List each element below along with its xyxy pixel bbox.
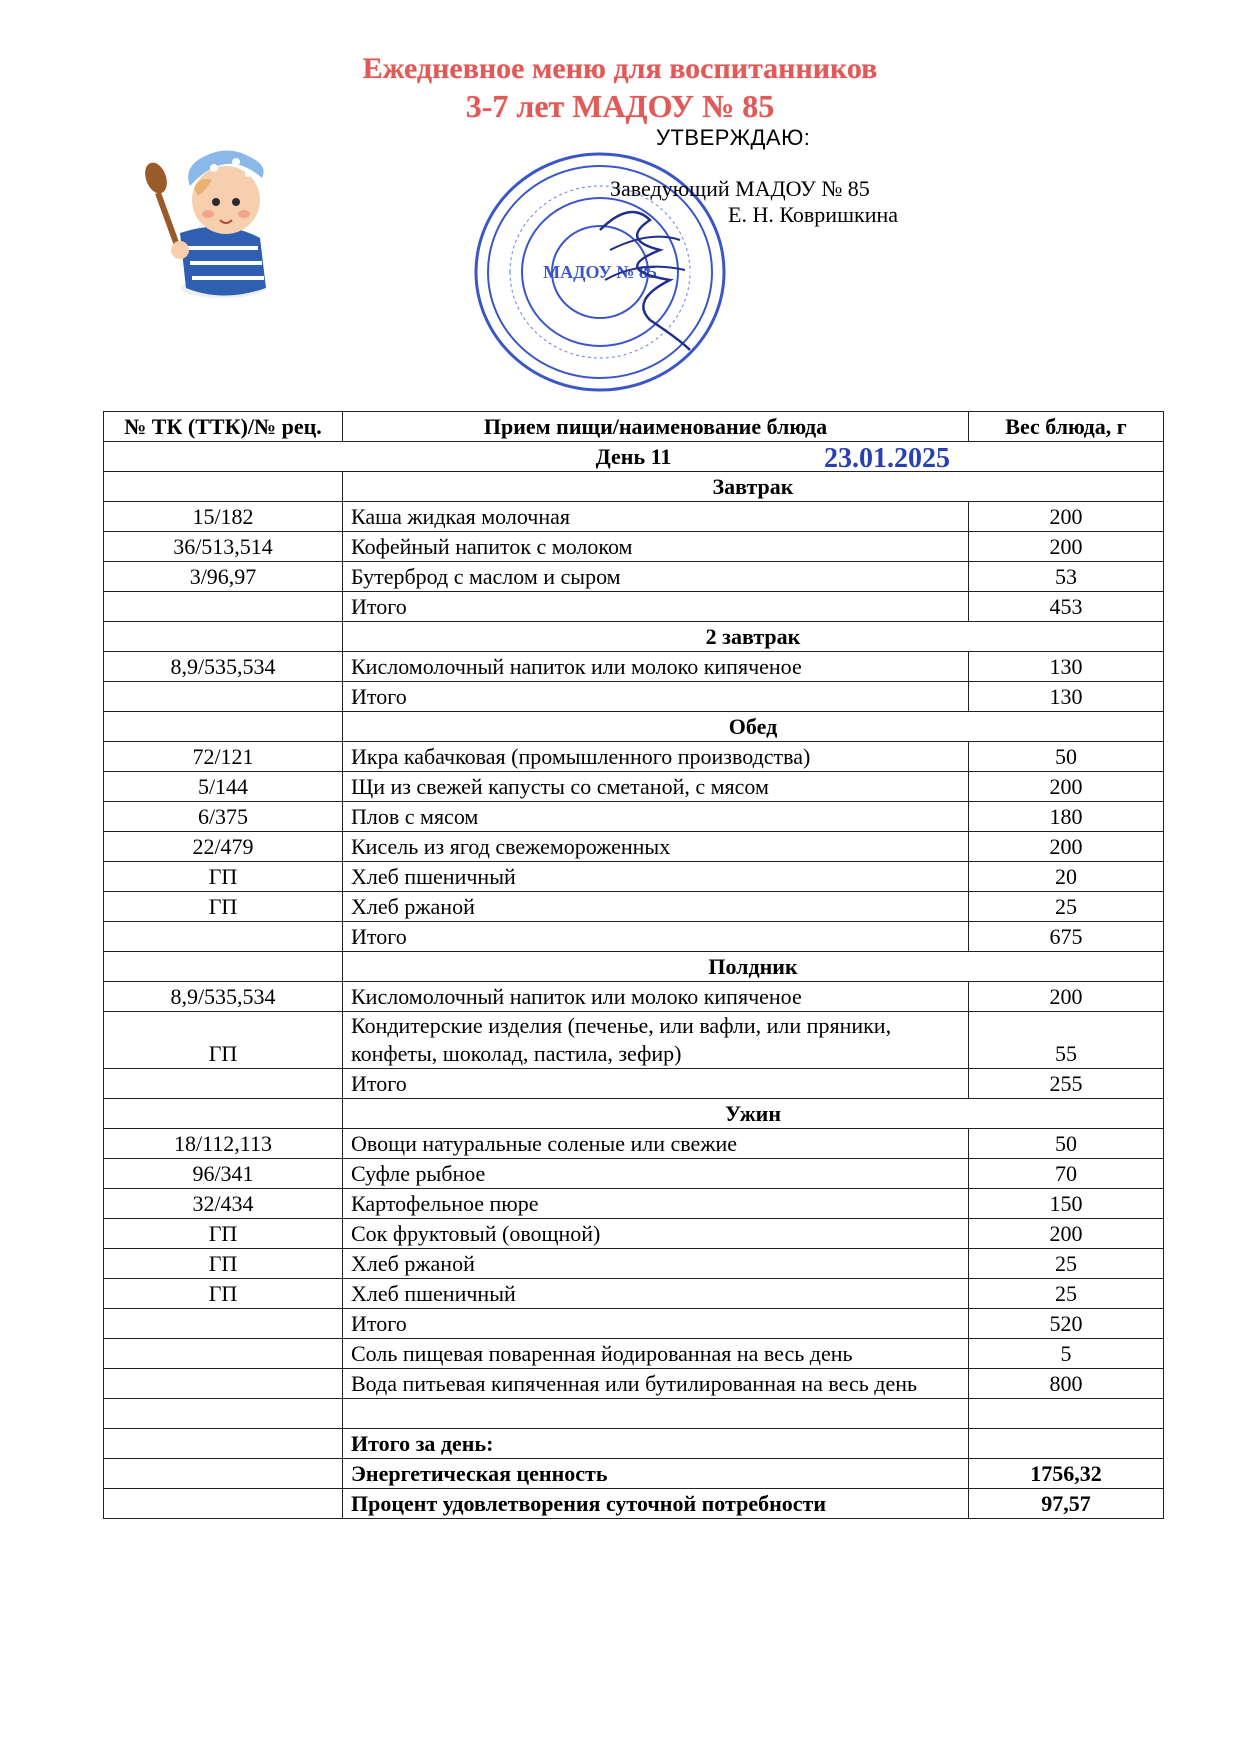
- table-row: [104, 682, 1164, 712]
- empty-cell: [104, 472, 343, 502]
- meal-section-row: [104, 952, 1164, 982]
- dish-name: Кисломолочный напиток или молоко кипяченое: [343, 982, 969, 1012]
- dish-name: Итого: [343, 922, 969, 952]
- dish-weight: 200: [969, 1219, 1164, 1249]
- column-header-dish: Прием пищи/наименование блюда: [343, 412, 969, 442]
- dish-name: Итого: [343, 682, 969, 712]
- dish-name: Плов с мясом: [343, 802, 969, 832]
- menu-date: 23.01.2025: [824, 443, 950, 474]
- table-row: [104, 1069, 1164, 1099]
- energy-value: 1756,32: [969, 1459, 1164, 1489]
- dish-weight: 50: [969, 1129, 1164, 1159]
- summary-row: [104, 1489, 1164, 1519]
- daily-need-percent-label: Процент удовлетворения суточной потребности: [343, 1489, 969, 1519]
- empty-cell: [104, 1459, 343, 1489]
- dish-weight: 50: [969, 742, 1164, 772]
- dish-name: Кисломолочный напиток или молоко кипяченое: [343, 652, 969, 682]
- table-row: [104, 862, 1164, 892]
- recipe-code: ГП: [104, 862, 343, 892]
- empty-cell: [104, 1489, 343, 1519]
- recipe-code: ГП: [104, 1249, 343, 1279]
- dish-name: Картофельное пюре: [343, 1189, 969, 1219]
- meal-section-name: Завтрак: [343, 472, 1164, 502]
- dish-weight: 53: [969, 562, 1164, 592]
- day-row: [104, 442, 1164, 472]
- dish-name: Хлеб пшеничный: [343, 862, 969, 892]
- table-row: [104, 1159, 1164, 1189]
- meal-section-row: [104, 712, 1164, 742]
- table-row: [104, 1339, 1164, 1369]
- recipe-code: 36/513,514: [104, 532, 343, 562]
- dish-name: Хлеб ржаной: [343, 892, 969, 922]
- dish-name: Кисель из ягод свежемороженных: [343, 832, 969, 862]
- dish-weight: 25: [969, 892, 1164, 922]
- chef-child-illustration: [128, 138, 288, 308]
- recipe-code: 8,9/535,534: [104, 652, 343, 682]
- dish-weight: 25: [969, 1249, 1164, 1279]
- meal-section-name: 2 завтрак: [343, 622, 1164, 652]
- empty-cell: [969, 1429, 1164, 1459]
- table-row: [104, 562, 1164, 592]
- recipe-code: 32/434: [104, 1189, 343, 1219]
- dish-weight: 800: [969, 1369, 1164, 1399]
- recipe-code: [104, 682, 343, 712]
- table-row: [104, 802, 1164, 832]
- dish-name: Соль пищевая поваренная йодированная на весь день: [343, 1339, 969, 1369]
- recipe-code: [104, 1339, 343, 1369]
- recipe-code: [104, 1369, 343, 1399]
- recipe-code: 72/121: [104, 742, 343, 772]
- recipe-code: [104, 1069, 343, 1099]
- recipe-code: 3/96,97: [104, 562, 343, 592]
- recipe-code: 22/479: [104, 832, 343, 862]
- dish-name: Хлеб пшеничный: [343, 1279, 969, 1309]
- dish-name: Кофейный напиток с молоком: [343, 532, 969, 562]
- dish-weight: 20: [969, 862, 1164, 892]
- recipe-code: ГП: [104, 1012, 343, 1069]
- dish-weight: 130: [969, 652, 1164, 682]
- table-row: [104, 1189, 1164, 1219]
- dish-weight: 200: [969, 982, 1164, 1012]
- approver-name: Е. Н. Ковришкина: [728, 202, 899, 227]
- energy-value-label: Энергетическая ценность: [343, 1459, 969, 1489]
- dish-weight: 130: [969, 682, 1164, 712]
- empty-cell: [104, 1429, 343, 1459]
- dish-weight: 675: [969, 922, 1164, 952]
- dish-weight: 453: [969, 592, 1164, 622]
- meal-section-row: [104, 472, 1164, 502]
- dish-weight: 200: [969, 832, 1164, 862]
- table-row: [104, 922, 1164, 952]
- recipe-code: 6/375: [104, 802, 343, 832]
- recipe-code: [104, 592, 343, 622]
- table-row: [104, 892, 1164, 922]
- meal-section-name: Обед: [343, 712, 1164, 742]
- column-header-weight: Вес блюда, г: [969, 412, 1164, 442]
- table-row: [104, 592, 1164, 622]
- day-cell: [104, 442, 1164, 472]
- dish-name: Кондитерские изделия (печенье, или вафли, или пряники, конфеты, шоколад, пастила, зефир): [343, 1012, 969, 1069]
- summary-row: [104, 1459, 1164, 1489]
- dish-name: Щи из свежей капусты со сметаной, с мясом: [343, 772, 969, 802]
- table-row: [104, 1129, 1164, 1159]
- recipe-code: ГП: [104, 1219, 343, 1249]
- table-row: [104, 1219, 1164, 1249]
- empty-cell: [343, 1399, 969, 1429]
- dish-weight: 200: [969, 532, 1164, 562]
- recipe-code: [104, 922, 343, 952]
- table-row: [104, 1279, 1164, 1309]
- recipe-code: 15/182: [104, 502, 343, 532]
- table-row: [104, 1012, 1164, 1069]
- table-row: [104, 1249, 1164, 1279]
- empty-cell: [969, 1399, 1164, 1429]
- menu-title-line2: 3-7 лет МАДОУ № 85: [465, 88, 775, 124]
- dish-name: Икра кабачковая (промышленного производства): [343, 742, 969, 772]
- empty-cell: [104, 622, 343, 652]
- dish-name: Хлеб ржаной: [343, 1249, 969, 1279]
- empty-cell: [104, 712, 343, 742]
- recipe-code: 8,9/535,534: [104, 982, 343, 1012]
- empty-row: [104, 1399, 1164, 1429]
- table-row: [104, 1309, 1164, 1339]
- meal-section-row: [104, 1099, 1164, 1129]
- dish-name: Сок фруктовый (овощной): [343, 1219, 969, 1249]
- signature-mark: [590, 190, 700, 360]
- dish-weight: 25: [969, 1279, 1164, 1309]
- table-row: [104, 532, 1164, 562]
- dish-weight: 150: [969, 1189, 1164, 1219]
- meal-section-row: [104, 622, 1164, 652]
- meal-section-name: Ужин: [343, 1099, 1164, 1129]
- dish-weight: 5: [969, 1339, 1164, 1369]
- empty-cell: [104, 952, 343, 982]
- column-header-code: № ТК (ТТК)/№ рец.: [104, 412, 343, 442]
- dish-name: Бутерброд с маслом и сыром: [343, 562, 969, 592]
- table-header-row: [104, 412, 1164, 442]
- stamp-text: МАДОУ № 85: [543, 262, 657, 282]
- meal-section-name: Полдник: [343, 952, 1164, 982]
- dish-name: Суфле рыбное: [343, 1159, 969, 1189]
- daily-need-percent: 97,57: [969, 1489, 1164, 1519]
- table-row: [104, 742, 1164, 772]
- table-row: [104, 652, 1164, 682]
- table-row: [104, 982, 1164, 1012]
- recipe-code: 18/112,113: [104, 1129, 343, 1159]
- empty-cell: [104, 1399, 343, 1429]
- recipe-code: [104, 1309, 343, 1339]
- dish-name: Вода питьевая кипяченная или бутилированная на весь день: [343, 1369, 969, 1399]
- recipe-code: 5/144: [104, 772, 343, 802]
- dish-weight: 200: [969, 502, 1164, 532]
- dish-name: Овощи натуральные соленые или свежие: [343, 1129, 969, 1159]
- approver-position: Заведующий МАДОУ № 85: [610, 176, 870, 201]
- daily-total-label: Итого за день:: [343, 1429, 969, 1459]
- table-row: [104, 502, 1164, 532]
- recipe-code: ГП: [104, 1279, 343, 1309]
- table-row: [104, 832, 1164, 862]
- menu-table: [103, 411, 1164, 1519]
- dish-weight: 200: [969, 772, 1164, 802]
- dish-name: Итого: [343, 592, 969, 622]
- dish-weight: 520: [969, 1309, 1164, 1339]
- summary-row: [104, 1429, 1164, 1459]
- approve-label: УТВЕРЖДАЮ:: [656, 125, 811, 150]
- dish-weight: 180: [969, 802, 1164, 832]
- dish-weight: 70: [969, 1159, 1164, 1189]
- dish-weight: 255: [969, 1069, 1164, 1099]
- dish-name: Итого: [343, 1069, 969, 1099]
- dish-weight: 55: [969, 1012, 1164, 1069]
- empty-cell: [104, 1099, 343, 1129]
- day-label: День 11: [595, 444, 672, 469]
- menu-title-line1: Ежедневное меню для воспитанников: [362, 52, 878, 85]
- recipe-code: 96/341: [104, 1159, 343, 1189]
- dish-name: Каша жидкая молочная: [343, 502, 969, 532]
- dish-name: Итого: [343, 1309, 969, 1339]
- table-row: [104, 772, 1164, 802]
- table-row: [104, 1369, 1164, 1399]
- recipe-code: ГП: [104, 892, 343, 922]
